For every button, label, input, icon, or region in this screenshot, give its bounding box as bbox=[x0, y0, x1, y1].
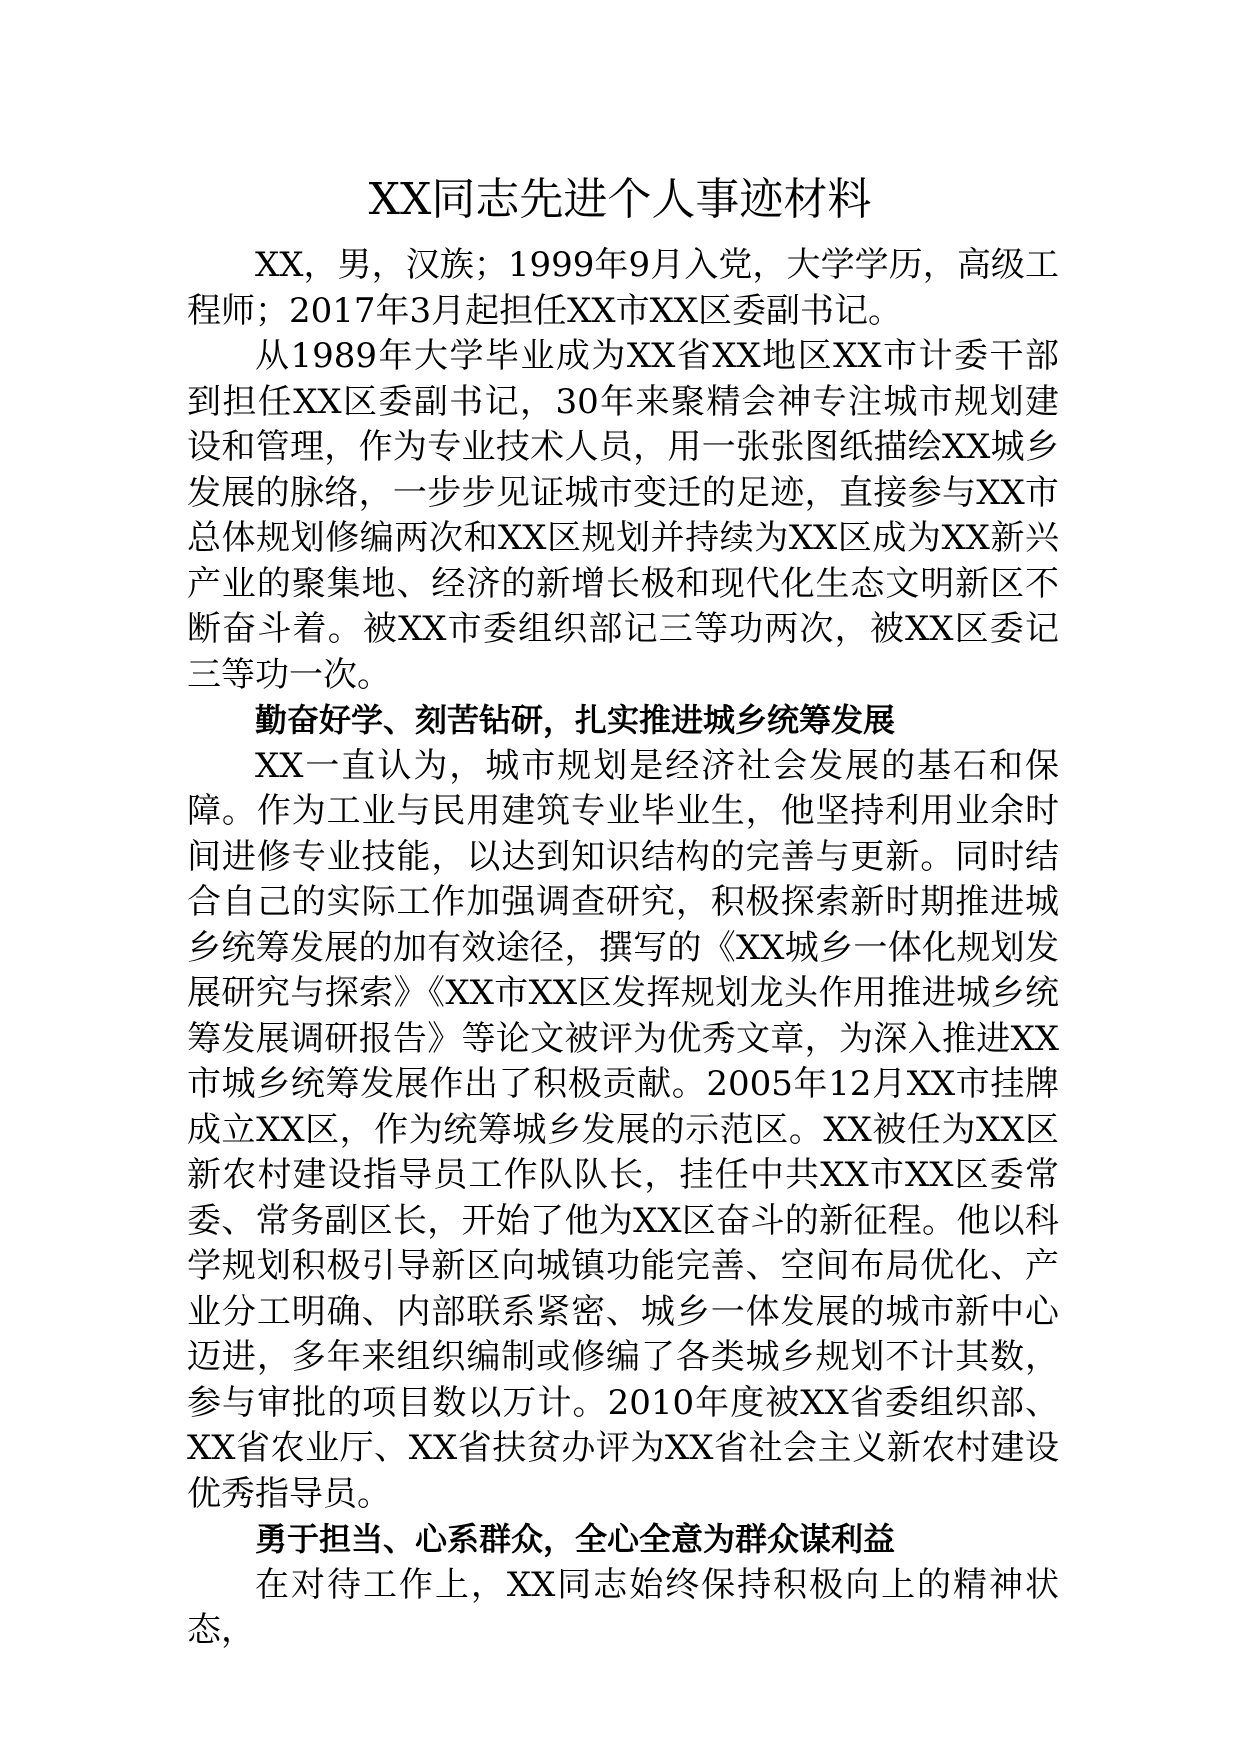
career-paragraph: 从1989年大学毕业成为XX省XX地区XX市计委干部到担任XX区委副书记，30年来聚精会神专注城市规划建设和管理，作为专业技术人员，用一张张图纸描绘XX城乡发展的脉络，一步步见证城市变迁的足迹，直接参与XX市总体规划修编两次和XX区规划并持续为XX区成为XX新兴产业的聚集地、经济的新增长极和现代化生态文明新区不断奋斗着。被XX市委组织部记三等功两次，被XX区委记三等功一次。 bbox=[187, 336, 1059, 695]
section-heading-study: 勤奋好学、刻苦钻研，扎实推进城乡统筹发展 bbox=[255, 701, 896, 739]
document-title: XX同志先进个人事迹材料 bbox=[368, 174, 872, 225]
section-heading-service: 勇于担当、心系群众，全心全意为群众谋利益 bbox=[255, 1520, 896, 1558]
document-body bbox=[187, 243, 1059, 1654]
section-paragraph-study: XX一直认为，城市规划是经济社会发展的基石和保障。作为工业与民用建筑专业毕业生，他坚持利用业余时间进修专业技能，以达到知识结构的完善与更新。同时结合自己的实际工作加强调查研究，积极探索新时期推进城乡统筹发展的加有效途径，撰写的《XX城乡一体化规划发展研究与探索》《XX市XX区发挥规划龙头作用推进城乡统筹发展调研报告》等论文被评为优秀文章，为深入推进XX市城乡统筹发展作出了积极贡献。2005年12月XX市挂牌成立XX区，作为统筹城乡发展的示范区。XX被任为XX区新农村建设指导员工作队队长，挂任中共XX市XX区委常委、常务副区长，开始了他为XX区奋斗的新征程。他以科学规划积极引导新区向城镇功能完善、空间布局优化、产业分工明确、内部联系紧密、城乡一体发展的城市新中心迈进，多年来组织编制或修编了各类城乡规划不计其数，参与审批的项目数以万计。2010年度被XX省委组织部、XX省农业厅、XX省扶贫办评为XX省社会主义新农村建设优秀指导员。 bbox=[187, 745, 1059, 1514]
intro-paragraph: XX，男，汉族；1999年9月入党，大学学历，高级工程师；2017年3月起担任XX市XX区委副书记。 bbox=[187, 245, 1059, 331]
section-paragraph-service: 在对待工作上，XX同志始终保持积极向上的精神状态， bbox=[187, 1564, 1059, 1650]
